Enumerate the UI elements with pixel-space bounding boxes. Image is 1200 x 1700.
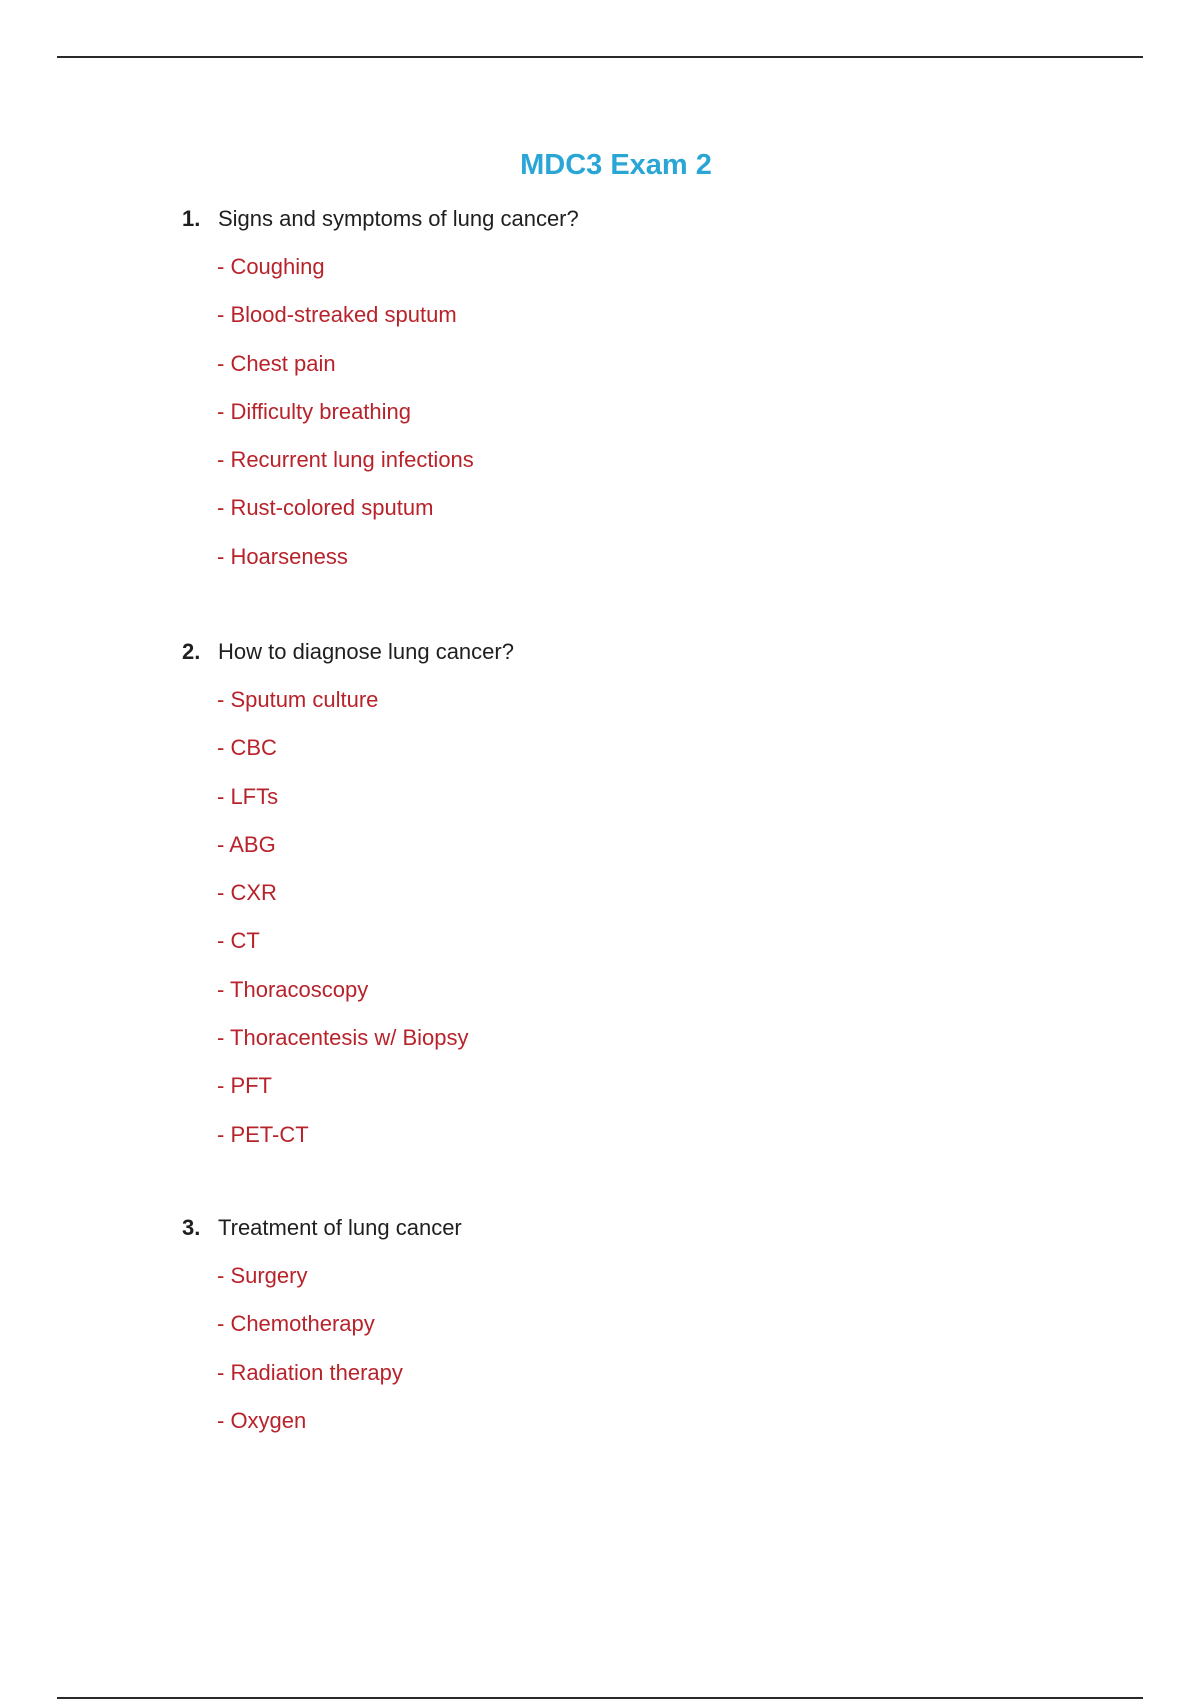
answer-item: - Chemotherapy <box>217 1311 375 1337</box>
answer-item: - ABG <box>217 831 276 857</box>
answer-item: - Hoarseness <box>217 543 348 569</box>
answer-list <box>217 685 468 1168</box>
answer-item: - Radiation therapy <box>217 1359 403 1385</box>
question-number: 2. <box>182 639 201 664</box>
answer-item: - Rust-colored sputum <box>217 495 434 521</box>
answer-item: - Blood-streaked sputum <box>217 302 457 328</box>
answer-item: - Coughing <box>217 254 325 279</box>
answer-item: - PET-CT <box>217 1121 309 1147</box>
answer-item: - PFT <box>217 1073 272 1099</box>
answer-item: - Chest pain <box>217 350 336 376</box>
answer-item: - Thoracoscopy <box>217 976 369 1002</box>
document-title: MDC3 Exam 2 <box>520 149 712 181</box>
answer-item: - CXR <box>217 880 277 906</box>
answer-list <box>217 1261 403 1454</box>
question-text: Signs and symptoms of lung cancer? <box>218 206 579 231</box>
question-number: 1. <box>182 206 201 231</box>
footer-rule <box>57 1697 1143 1699</box>
answer-item: - CT <box>217 928 260 954</box>
answer-item: - Oxygen <box>217 1407 307 1433</box>
answer-item: - Sputum culture <box>217 687 379 712</box>
answer-item: - Recurrent lung infections <box>217 447 474 473</box>
question-line <box>182 637 514 667</box>
answer-item: - LFTs <box>217 783 279 809</box>
answer-item: - CBC <box>217 735 277 761</box>
answer-list <box>217 252 474 590</box>
question-number: 3. <box>182 1215 201 1240</box>
answer-item: - Thoracentesis w/ Biopsy <box>217 1025 469 1051</box>
header-rule <box>57 56 1143 58</box>
answer-item: - Surgery <box>217 1263 308 1288</box>
question-text: Treatment of lung cancer <box>218 1215 462 1240</box>
question-line <box>182 1213 462 1243</box>
answer-item: - Difficulty breathing <box>217 398 412 424</box>
question-text: How to diagnose lung cancer? <box>218 639 514 664</box>
question-line <box>182 204 579 234</box>
